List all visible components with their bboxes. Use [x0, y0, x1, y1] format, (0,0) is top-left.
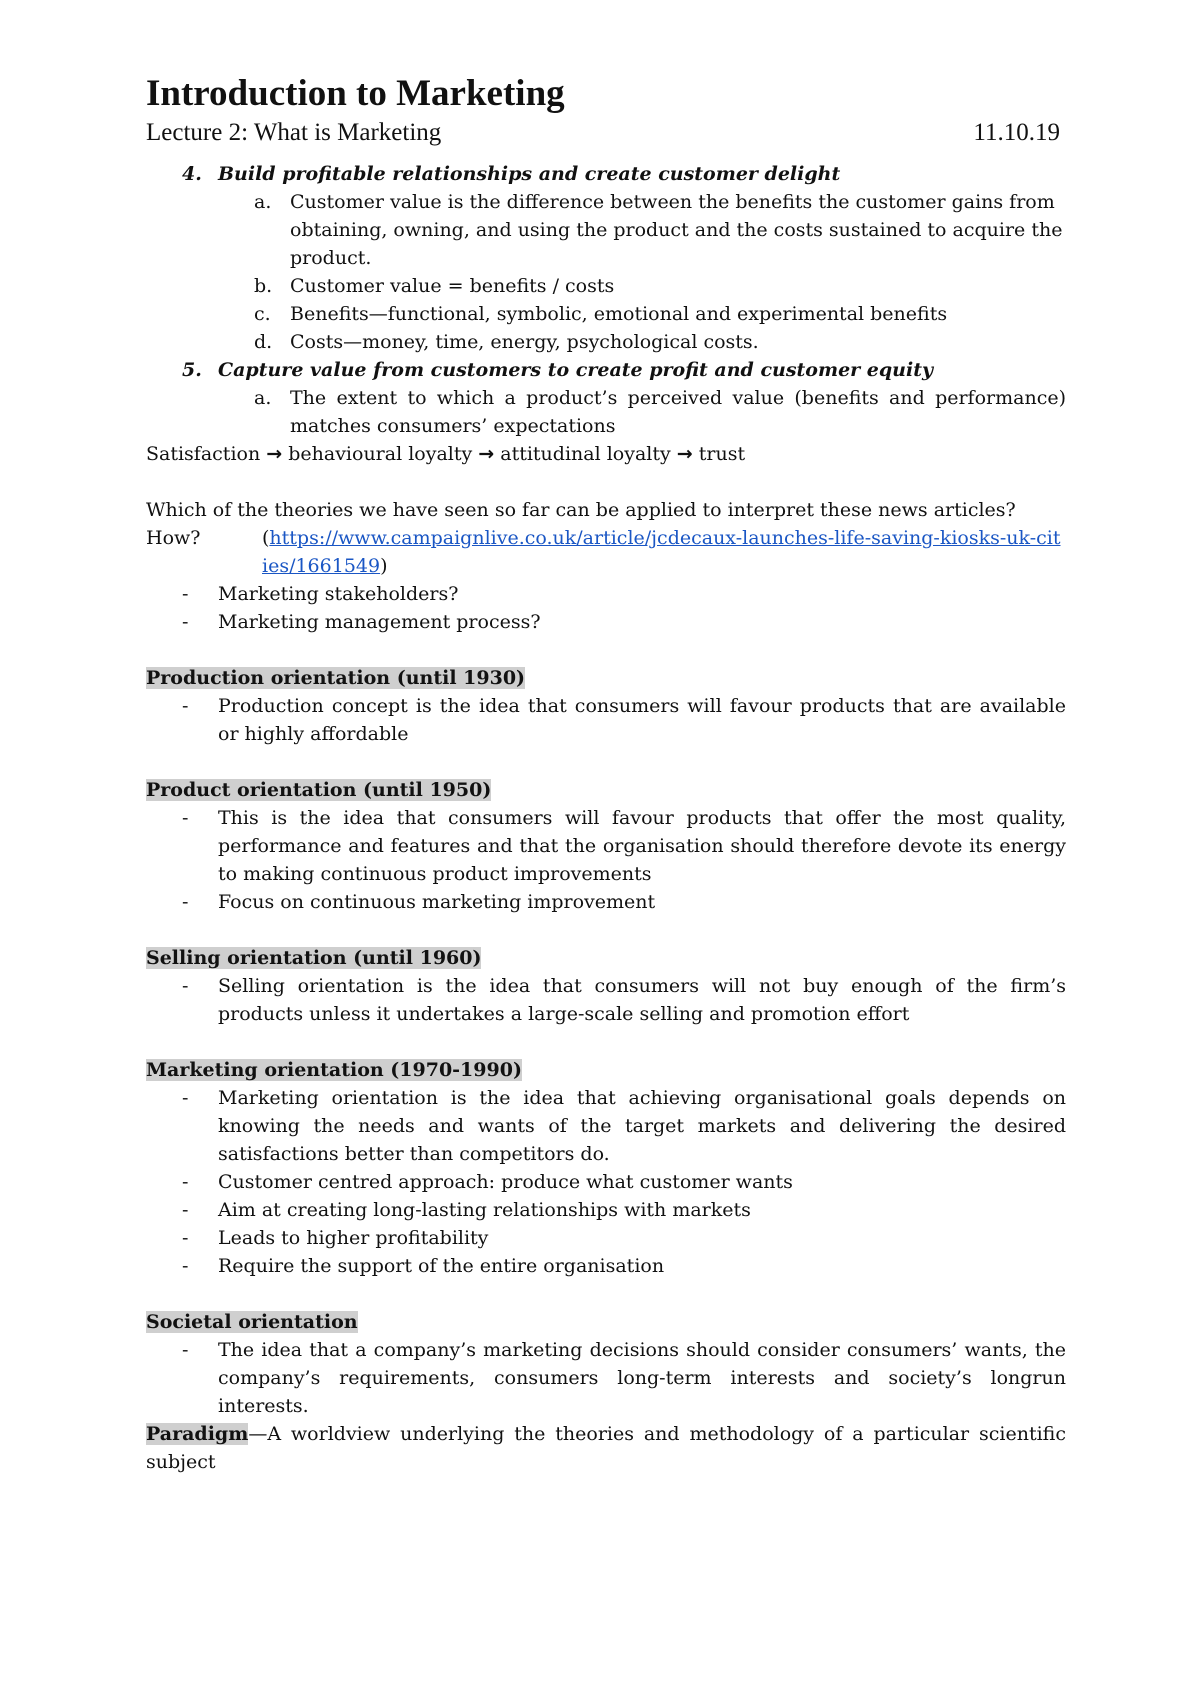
- bullet-text: The idea that a company’s marketing decisions should consider consumers’ wants, the company’s requirements, consumers long-term interests and society’s longrun interests.: [218, 1339, 1066, 1417]
- document-title: Introduction to Marketing: [146, 73, 565, 114]
- paradigm-term: Paradigm: [146, 1423, 249, 1445]
- chain-step: attitudinal loyalty: [500, 443, 671, 465]
- step-subitem: [254, 384, 1066, 440]
- subitem-text: The extent to which a product’s perceived value (benefits and performance) matches consumers’ expectations: [290, 387, 1066, 437]
- list-item: [182, 580, 1066, 608]
- list-item: [182, 692, 1066, 748]
- chain-step: Satisfaction: [146, 443, 261, 465]
- section-heading-text: Selling orientation (until 1960): [146, 947, 482, 969]
- lecture-header: [146, 118, 1066, 148]
- section-heading: [146, 1308, 1066, 1336]
- arrow-right-icon: →: [266, 443, 283, 465]
- list-item: [182, 608, 1066, 636]
- list-item: [182, 972, 1066, 1028]
- arrow-right-icon: →: [478, 443, 495, 465]
- paradigm-definition: [146, 1420, 1066, 1476]
- bullet-text: Leads to higher profitability: [218, 1227, 489, 1249]
- subitem-label: c.: [254, 303, 271, 325]
- bullet-text: Customer centred approach: produce what customer wants: [218, 1171, 793, 1193]
- step-subitem: [254, 272, 1066, 300]
- loyalty-chain: [146, 440, 1066, 468]
- bullet-marker: -: [182, 1255, 189, 1277]
- open-paren: (: [262, 527, 270, 549]
- list-item: [182, 1252, 1066, 1280]
- list-item: [182, 1336, 1066, 1420]
- bullet-marker: -: [182, 807, 189, 829]
- bullet-marker: -: [182, 891, 189, 913]
- step-item: [146, 160, 1066, 188]
- bullet-text: This is the idea that consumers will favour products that offer the most quality, performance and features and that the organisation should therefore devote its energy to making continuous product improvements: [218, 807, 1066, 885]
- subitem-label: a.: [254, 387, 272, 409]
- bullet-text: Aim at creating long-lasting relationships with markets: [218, 1199, 751, 1221]
- question-text: Which of the theories we have seen so far can be applied to interpret these news articles?: [146, 499, 1016, 521]
- section-heading-text: Product orientation (until 1950): [146, 779, 492, 801]
- list-item: [182, 888, 1066, 916]
- document-body: [146, 160, 1066, 1476]
- question-link-row: [146, 524, 1066, 580]
- list-item: [182, 804, 1066, 888]
- bullet-marker: -: [182, 1199, 189, 1221]
- step-heading: Capture value from customers to create profit and customer equity: [218, 359, 934, 381]
- subitem-label: a.: [254, 191, 272, 213]
- document-page: [146, 72, 1066, 1476]
- lecture-date: 11.10.19: [973, 119, 1060, 146]
- bullet-marker: -: [182, 1087, 189, 1109]
- section-heading: [146, 664, 1066, 692]
- section-heading: [146, 944, 1066, 972]
- subitem-text: Benefits—functional, symbolic, emotional and experimental benefits: [290, 303, 948, 325]
- bullet-marker: -: [182, 975, 189, 997]
- lecture-title: Lecture 2: What is Marketing: [146, 119, 442, 146]
- subitem-label: b.: [254, 275, 273, 297]
- list-item: [182, 1224, 1066, 1252]
- step-number: 5.: [182, 359, 202, 381]
- bullet-marker: -: [182, 1171, 189, 1193]
- article-link[interactable]: https://www.campaignlive.co.uk/article/jcdecaux-launches-life-saving-kiosks-uk-cities/1661549: [262, 527, 1061, 577]
- step-item: [146, 356, 1066, 384]
- chain-step: behavioural loyalty: [288, 443, 473, 465]
- section-heading-text: Societal orientation: [146, 1311, 358, 1333]
- section-heading: [146, 1056, 1066, 1084]
- subitem-text: Customer value is the difference between the benefits the customer gains from obtaining, owning, and using the product and the costs sustained to acquire the product.: [290, 191, 1063, 269]
- subitem-text: Customer value = benefits / costs: [290, 275, 615, 297]
- step-subitem: [254, 300, 1066, 328]
- step-subitem: [254, 328, 1066, 356]
- close-paren: ): [380, 555, 388, 577]
- bullet-text: Focus on continuous marketing improvement: [218, 891, 656, 913]
- bullet-marker: -: [182, 695, 189, 717]
- bullet-marker: -: [182, 611, 189, 633]
- bullet-text: Marketing management process?: [218, 611, 541, 633]
- question-how: How?: [146, 527, 201, 549]
- bullet-marker: -: [182, 583, 189, 605]
- list-item: [182, 1196, 1066, 1224]
- section-heading-text: Marketing orientation (1970-1990): [146, 1059, 522, 1081]
- bullet-marker: -: [182, 1339, 189, 1361]
- subitem-label: d.: [254, 331, 273, 353]
- bullet-text: Marketing orientation is the idea that achieving organisational goals depends on knowing the needs and wants of the target markets and delivering the desired satisfactions better than competitors do.: [218, 1087, 1066, 1165]
- section-heading: [146, 776, 1066, 804]
- chain-step: trust: [698, 443, 746, 465]
- paradigm-text: —A worldview underlying the theories and methodology of a particular scientific subject: [146, 1423, 1066, 1473]
- step-number: 4.: [182, 163, 202, 185]
- list-item: [182, 1084, 1066, 1168]
- list-item: [182, 1168, 1066, 1196]
- step-heading: Build profitable relationships and create customer delight: [218, 163, 841, 185]
- bullet-text: Marketing stakeholders?: [218, 583, 459, 605]
- bullet-text: Require the support of the entire organisation: [218, 1255, 665, 1277]
- bullet-marker: -: [182, 1227, 189, 1249]
- section-heading-text: Production orientation (until 1930): [146, 667, 526, 689]
- step-subitem: [254, 188, 1066, 272]
- bullet-text: Production concept is the idea that consumers will favour products that are available or highly affordable: [218, 695, 1066, 745]
- arrow-right-icon: →: [676, 443, 693, 465]
- bullet-text: Selling orientation is the idea that consumers will not buy enough of the firm’s products unless it undertakes a large-scale selling and promotion effort: [218, 975, 1066, 1025]
- subitem-text: Costs—money, time, energy, psychological costs.: [290, 331, 759, 353]
